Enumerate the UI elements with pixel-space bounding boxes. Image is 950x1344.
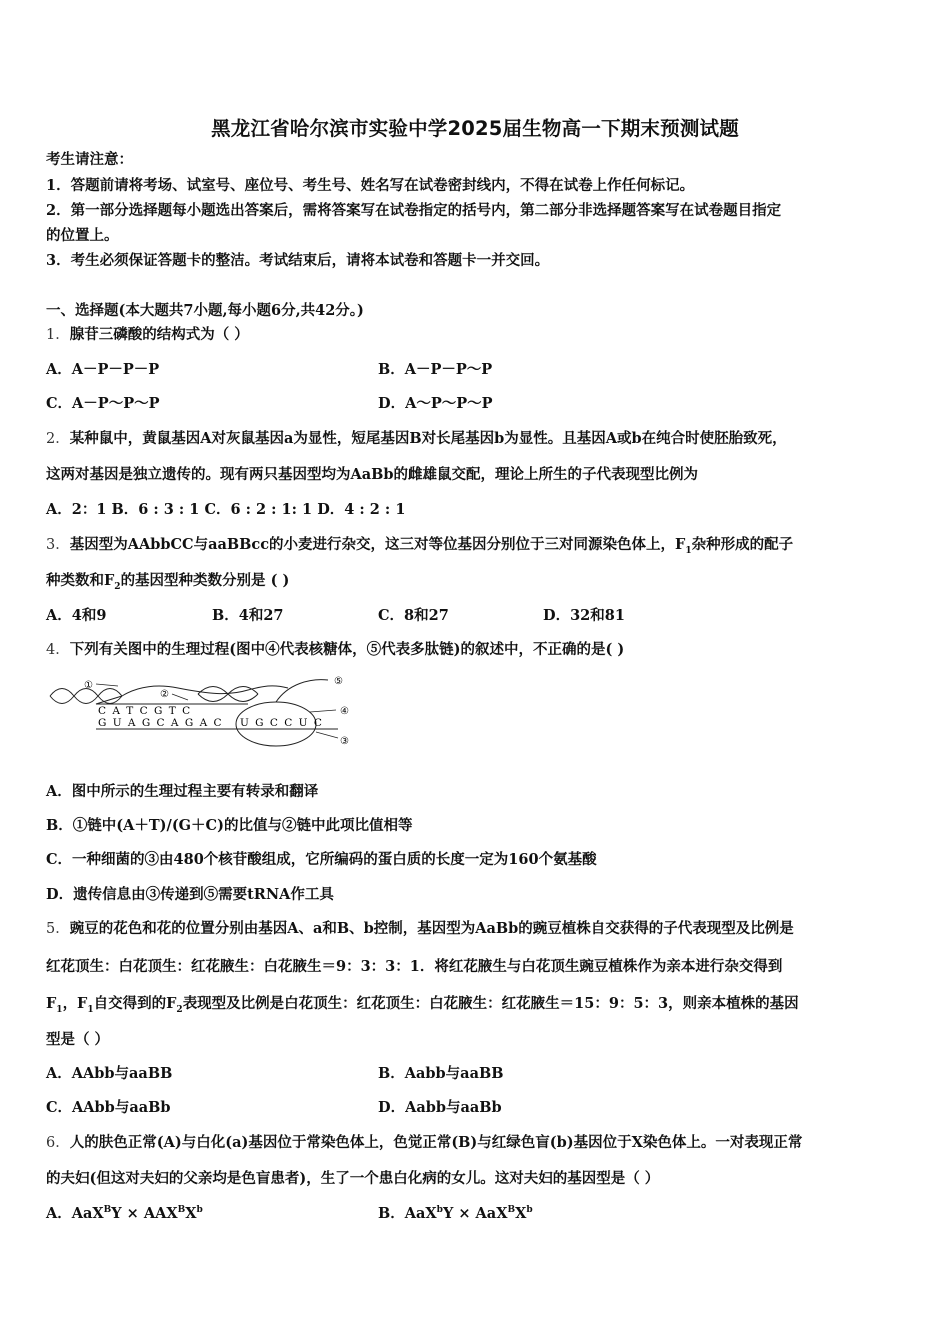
q1-option-a: A．A－P－P－P bbox=[46, 361, 160, 378]
label-3: ③ bbox=[340, 736, 349, 747]
question-text: 豌豆的花色和花的位置分别由基因A、a和B、b控制，基因型为AaBb的豌豆植株自交获得的子代表现型及比例是 bbox=[69, 920, 794, 937]
q3-option-c: C．8和27 bbox=[378, 607, 449, 624]
question-text: 腺苷三磷酸的结构式为（ ） bbox=[69, 326, 249, 343]
question-number: 2． bbox=[46, 431, 70, 447]
label-1: ① bbox=[84, 680, 93, 691]
question-number: 5． bbox=[46, 921, 70, 937]
question-text: 种类数和F bbox=[46, 572, 115, 589]
question-text: 自交得到的F bbox=[93, 995, 177, 1012]
subscript: 2 bbox=[114, 581, 121, 592]
notice-item-2-cont: 的位置上。 bbox=[46, 227, 119, 244]
question-text: 下列有关图中的生理过程(图中④代表核糖体，⑤代表多肽链)的叙述中，不正确的是( ) bbox=[69, 641, 625, 658]
option-text: A．AaX bbox=[46, 1205, 104, 1222]
question-5-stem bbox=[46, 919, 794, 939]
q3-option-b: B．4和27 bbox=[212, 607, 284, 624]
question-text: 基因型为AAbbCC与aaBBcc的小麦进行杂交，这三对等位基因分别位于三对同源染色体上，F bbox=[69, 536, 686, 553]
question-5-stem-cont-3: 型是（ ） bbox=[46, 1031, 110, 1048]
question-text: 表现型及比例是白花顶生：红花顶生：白花腋生：红花腋生＝15：9：5：3，则亲本植株的基因 bbox=[182, 995, 799, 1012]
notice-item-1: 1．答题前请将考场、试室号、座位号、考生号、姓名写在试卷密封线内，不得在试卷上作任何标记。 bbox=[46, 177, 695, 194]
question-3-stem bbox=[46, 535, 793, 555]
q5-option-c: C．AAbb与aaBb bbox=[46, 1099, 171, 1116]
label-3-leader bbox=[316, 732, 338, 738]
q3-option-a: A．4和9 bbox=[46, 607, 107, 624]
question-number: 6． bbox=[46, 1135, 70, 1151]
q4-option-d: D．遗传信息由③传递到⑤需要tRNA作工具 bbox=[46, 886, 334, 903]
question-number: 1． bbox=[46, 327, 70, 343]
dna-bases: C A T C G T C bbox=[98, 705, 192, 717]
q5-option-d: D．Aabb与aaBb bbox=[378, 1099, 502, 1116]
label-2-leader bbox=[172, 694, 188, 700]
q6-option-b bbox=[378, 1204, 533, 1224]
question-text: 杂种形成的配子 bbox=[691, 536, 794, 553]
q1-option-b: B．A－P－P～P bbox=[378, 361, 493, 378]
subscript: 2 bbox=[176, 1004, 183, 1015]
subscript: 1 bbox=[56, 1004, 63, 1015]
label-4: ④ bbox=[340, 706, 349, 717]
superscript: b bbox=[526, 1205, 533, 1216]
option-text: B．AaX bbox=[378, 1205, 437, 1222]
question-6-stem-cont: 的夫妇(但这对夫妇的父亲均是色盲患者)，生了一个患白化病的女儿。这对夫妇的基因型是（ ） bbox=[46, 1170, 660, 1187]
question-1-stem bbox=[46, 325, 249, 345]
option-text: Y × AAX bbox=[111, 1205, 178, 1222]
q4-option-c: C．一种细菌的③由480个核苷酸组成，它所编码的蛋白质的长度一定为160个氨基酸 bbox=[46, 851, 597, 868]
notice-item-2: 2．第一部分选择题每小题选出答案后，需将答案写在试卷指定的括号内，第二部分非选择题答案写在试卷题目指定 bbox=[46, 202, 782, 219]
superscript: b bbox=[196, 1205, 203, 1216]
notice-heading: 考生请注意： bbox=[46, 151, 133, 168]
q1-option-d: D．A～P～P～P bbox=[378, 395, 493, 412]
question-text: ，F bbox=[62, 995, 88, 1012]
q6-option-a bbox=[46, 1204, 203, 1224]
q4-option-b: B．①链中(A＋T)/(G＋C)的比值与②链中此项比值相等 bbox=[46, 817, 413, 834]
dna-template-strand bbox=[122, 686, 288, 696]
question-text: 某种鼠中，黄鼠基因A对灰鼠基因a为显性，短尾基因B对长尾基因b为显性。且基因A或b在纯合时使胚胎致死， bbox=[69, 430, 787, 447]
subscript: 1 bbox=[87, 1004, 94, 1015]
notice-item-3: 3．考生必须保证答题卡的整洁。考试结束后，请将本试卷和答题卡一并交回。 bbox=[46, 252, 550, 269]
question-text: 人的肤色正常(A)与白化(a)基因位于常染色体上，色觉正常(B)与红绿色盲(b)基因位于X染色体上。一对表现正常 bbox=[69, 1134, 803, 1151]
question-number: 3． bbox=[46, 537, 70, 553]
label-4-leader bbox=[310, 710, 336, 712]
option-text: X bbox=[515, 1205, 527, 1222]
q3-option-d: D．32和81 bbox=[543, 607, 625, 624]
q5-option-a: A．AAbb与aaBB bbox=[46, 1065, 173, 1082]
question-number: 4． bbox=[46, 642, 70, 658]
q2-options: A．2：1 B．6 : 3 : 1 C．6 : 2 : 1: 1 D．4 : 2 : 1 bbox=[46, 501, 406, 518]
transcription-translation-diagram bbox=[48, 672, 368, 754]
question-text: F bbox=[46, 995, 57, 1012]
superscript: B bbox=[507, 1205, 516, 1216]
page-title: 黑龙江省哈尔滨市实验中学2025届生物高一下期末预测试题 bbox=[211, 117, 739, 140]
q4-option-a: A．图中所示的生理过程主要有转录和翻译 bbox=[46, 783, 319, 800]
q5-option-b: B．Aabb与aaBB bbox=[378, 1065, 504, 1082]
label-2: ② bbox=[160, 689, 169, 700]
label-5: ⑤ bbox=[334, 676, 343, 687]
superscript: B bbox=[177, 1205, 186, 1216]
codon-bases: U G C C U C bbox=[240, 717, 324, 729]
superscript: b bbox=[436, 1205, 443, 1216]
question-text: 的基因型种类数分别是 ( ) bbox=[120, 572, 290, 589]
superscript: B bbox=[103, 1205, 112, 1216]
question-5-stem-cont-2 bbox=[46, 994, 799, 1014]
subscript: 1 bbox=[685, 545, 692, 556]
question-2-stem-cont: 这两对基因是独立遗传的。现有两只基因型均为AaBb的雌雄鼠交配，理论上所生的子代表现型比例为 bbox=[46, 466, 699, 483]
dna-helix-right-2 bbox=[198, 687, 258, 702]
question-5-stem-cont-1: 红花顶生：白花顶生：红花腋生：白花腋生＝9：3：3：1．将红花腋生与白花顶生豌豆植株作为亲本进行杂交得到 bbox=[46, 958, 783, 975]
mrna-bases: G U A G C A G A C bbox=[98, 717, 224, 729]
section-heading: 一、选择题(本大题共7小题,每小题6分,共42分。) bbox=[46, 302, 364, 319]
question-4-stem bbox=[46, 640, 624, 660]
q1-option-c: C．A－P～P～P bbox=[46, 395, 160, 412]
question-6-stem bbox=[46, 1133, 802, 1153]
polypeptide-chain bbox=[276, 680, 328, 702]
option-text: X bbox=[185, 1205, 197, 1222]
question-2-stem bbox=[46, 429, 787, 449]
label-1-leader bbox=[96, 684, 118, 686]
question-3-stem-cont bbox=[46, 571, 289, 591]
option-text: Y × AaX bbox=[442, 1205, 508, 1222]
